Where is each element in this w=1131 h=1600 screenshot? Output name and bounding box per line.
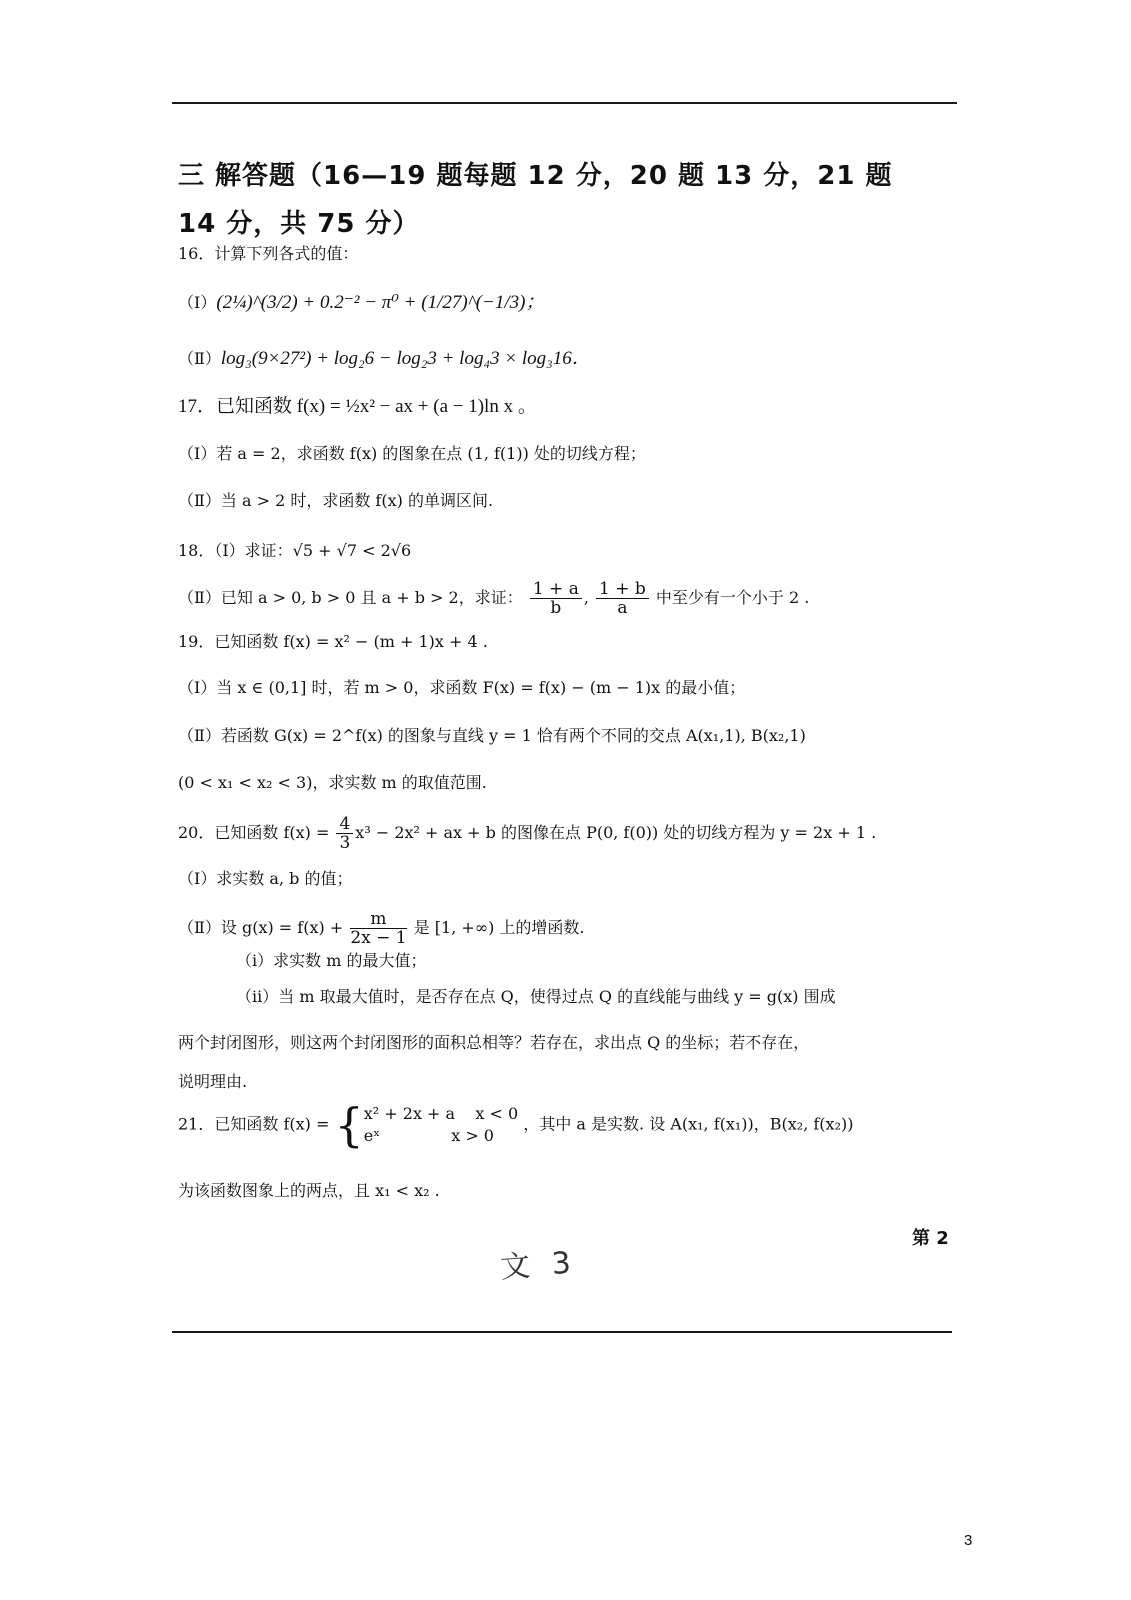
q21-case2: eˣ x > 0	[363, 1126, 494, 1145]
q20-stem	[178, 815, 876, 852]
section-heading: 三 解答题（16—19 题每题 12 分，20 题 13 分，21 题 14 分，共 75 分）	[178, 161, 893, 239]
q16-part2-expr: log₃(9×27²) + log₂6 − log₂3 + log₄3 × log₃16．	[220, 348, 591, 369]
q21-case1: x² + 2x + a x < 0	[363, 1104, 519, 1123]
page-mark: 第 2	[912, 1228, 949, 1249]
q20-part2	[178, 910, 585, 947]
q16-part2	[178, 348, 591, 370]
q16-part2-label: （Ⅱ）	[178, 349, 221, 368]
handwritten-note: 文 3	[499, 1245, 578, 1286]
q19-part1: （Ⅰ）当 x ∈ (0,1] 时，若 m > 0，求函数 F(x) = f(x) − (m − 1)x 的最小值；	[178, 678, 746, 697]
q16-part1-label: （Ⅰ）	[178, 293, 217, 312]
q18-fraction-1: $\frac{1 + a}{b}$	[530, 580, 582, 617]
q18-part2-post: 中至少有一个小于 2 .	[655, 588, 810, 607]
top-rule	[172, 102, 957, 104]
q19-part2: （Ⅱ）若函数 G(x) = 2^f(x) 的图象与直线 y = 1 恰有两个不同的交点 A(x₁,1), B(x₂,1)	[178, 726, 806, 745]
brace-glyph: {	[334, 1098, 364, 1152]
q16-stem: 16．计算下列各式的值：	[178, 244, 359, 263]
q20-stem-pre: 20．已知函数 f(x) =	[178, 823, 330, 842]
q20-part2-fraction: $\frac{m}{2x - 1}$	[350, 909, 407, 948]
q18-part2: （Ⅱ）已知 a > 0, b > 0 且 a + b > 2，求证： $\frac{1 + a}{b}$ , $\frac{1 + b}{a}$ 中至少有一个小于 2 .	[178, 579, 810, 618]
q17-part2: （Ⅱ）当 a > 2 时，求函数 f(x) 的单调区间.	[178, 491, 494, 510]
q21-cont: 为该函数图象上的两点，且 x₁ < x₂ .	[178, 1181, 440, 1200]
q21-piecewise	[334, 1098, 519, 1152]
q20-stem-fraction: $\frac{4}{3}$	[336, 815, 353, 852]
q17-stem: 17．已知函数 f(x) = ½x² − ax + (a − 1)ln x 。	[178, 396, 537, 417]
q20-part1: （Ⅰ）求实数 a, b 的值；	[178, 869, 353, 888]
q20-sub2: （ⅱ）当 m 取最大值时，是否存在点 Q，使得过点 Q 的直线能与曲线 y = g(x) 围成	[236, 987, 836, 1006]
page-number: 3	[964, 1532, 973, 1549]
q18-part2-pre: （Ⅱ）已知 a > 0, b > 0 且 a + b > 2，求证：	[178, 588, 523, 607]
q19-part2-cont: (0 < x₁ < x₂ < 3)，求实数 m 的取值范围.	[178, 773, 487, 792]
q19-stem: 19．已知函数 f(x) = x² − (m + 1)x + 4 .	[178, 632, 488, 651]
q20-sub2-cont: 两个封闭图形，则这两个封闭图形的面积总相等？若存在，求出点 Q 的坐标；若不存在，	[178, 1033, 810, 1052]
q17-part1: （Ⅰ）若 a = 2，求函数 f(x) 的图象在点 (1, f(1)) 处的切线方程；	[178, 444, 646, 463]
q20-part2-post: 是 [1, +∞) 上的增函数.	[413, 918, 585, 937]
q21-stem	[178, 1098, 854, 1152]
q18-fraction-2: $\frac{1 + b}{a}$	[596, 580, 649, 617]
q16-part1-expr: (2¼)^(3/2) + 0.2⁻² − π⁰ + (1/27)^(−1/3)；	[216, 292, 545, 313]
q20-sub1: （ⅰ）求实数 m 的最大值；	[236, 951, 427, 970]
bottom-rule	[172, 1331, 952, 1333]
q18-stem: 18．（Ⅰ）求证：√5 + √7 < 2√6	[178, 541, 412, 560]
q16-part1	[178, 292, 544, 314]
q20-stem-post: x³ − 2x² + ax + b 的图像在点 P(0, f(0)) 处的切线方程为 y = 2x + 1 .	[355, 823, 877, 842]
q20-part2-pre: （Ⅱ）设 g(x) = f(x) +	[178, 918, 344, 937]
q21-stem-pre: 21．已知函数 f(x) =	[178, 1114, 330, 1134]
q21-stem-post: ，其中 a 是实数. 设 A(x₁, f(x₁))，B(x₂, f(x₂))	[523, 1114, 854, 1134]
q20-sub2-end: 说明理由.	[178, 1072, 248, 1091]
